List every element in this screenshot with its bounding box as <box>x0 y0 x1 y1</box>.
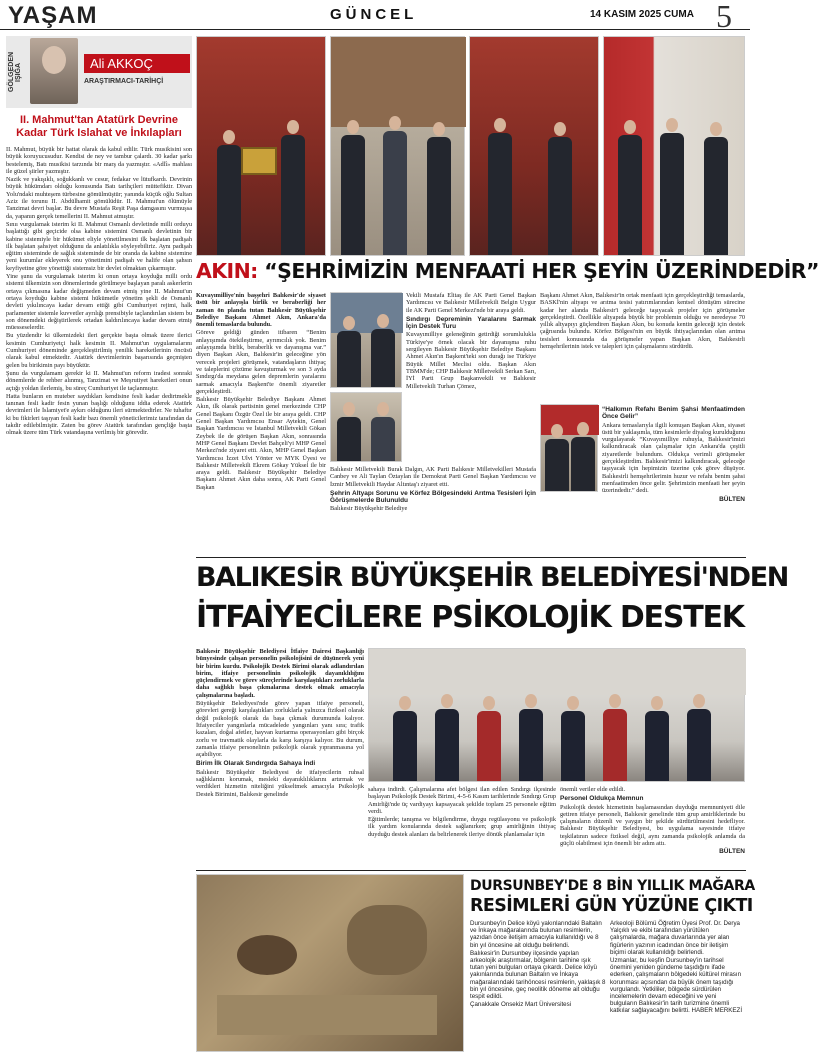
story2-paragraph: Psikolojik destek hizmetinin başlamasından duyduğu memnuniyeti dile getiren itfaiye personeli, Balıkesir genelinde tüm grup amirliklerinde bu çalışmaların düzenli ve yaygın bir şekilde sürdürülmesini hedefliyor. Balıkesir Büyükşehir Belediyesi, bu uygulama sayesinde itfaiye teşkilatının sadece fiziksel değil, aynı zamanda psikolojik anlamda da güçlü olabilmesi için önemli bir adım attı. <box>560 803 745 848</box>
column-paragraph: II. Mahmut, büyük bir hattat olarak da kabul edilir. Türk musikisini son büyük koruyucusudur. Kendisi de ney ve tambur çalardı. 30 kadar şarkı bestelemiş, Batı musikisi tarzında bir marş da yazmıştır. «Adlî» mahlası ile güzel şiirler yazmıştır. <box>6 146 192 175</box>
story2-paragraph: Balıkesir Büyükşehir Belediyesi de itfaiyecilerin ruhsal sağlıklarını korumak, mesleki dayanıklılıklarını artırmak ve verdikleri hizmetin niteliğini yükseltmek amacıyla Psikolojik Destek Birimini, Balıkesir genelinde <box>196 768 364 798</box>
story3-col1 <box>470 920 606 1052</box>
story1-paragraph: Balıkesir Milletvekili Burak Dalgın, AK Parti Balıkesir Milletvekilleri Mustafa Canbey ve Ali Taylan Öztaylan ile Demokrat Parti Genel Başkan Yardımcısı ve İzmir Milletvekili Haydar Altıntaş'ı ziyaret etti. <box>330 466 536 488</box>
story2-subhead-2: Personel Oldukça Memnun <box>560 795 644 803</box>
story2-headline-line2: İTFAİYECİLERE PSİKOLOJİK DESTEK <box>196 600 744 635</box>
story1-subhead-3: “Halkımın Refahı Benim Şahsi Menfaatimden Önce Gelir” <box>602 406 745 421</box>
photo-meeting-2 <box>330 36 465 256</box>
photo-story1-inline-3 <box>540 404 598 492</box>
story1-paragraph: Vekili Mustafa Elitaş ile AK Parti Genel Başkan Yardımcısı ve Balıkesir Milletvekili Belgin Uygur ile AK Parti Genel Merkezi'nde bir araya geldi. <box>406 292 536 314</box>
story2-col1 <box>196 648 364 848</box>
story2-subhead: Birim İlk Olarak Sındırgıda Sahaya İndi <box>196 760 316 768</box>
story3-paragraph: Dursunbey'in Delice köyü yakınlarındaki Baltalın ve İnkaya mağaralarında bulunan resimlerin, yazıdan önce iletişim amacıyla kullanıldığı ve 8 bin yıl öncesine ait olduğu belirlendi. <box>470 920 602 949</box>
story1-headline <box>196 259 819 283</box>
story3-headline-line1: DURSUNBEY'DE 8 BİN YILLIK MAĞARA <box>470 878 755 894</box>
story1-col2-lower <box>330 466 536 550</box>
newspaper-logo: YAŞAM <box>8 2 98 29</box>
column-paragraph: Bu yüzdendir ki ülkemizdeki ileri gerçekte başta olmak üzere ilerici kesimin Cumhuriyetçi halk kesimin II. Mahmut'un uygulamalarını Cumhuriyet döneminde gerçekleştirilmiş yenilik hareketlerinin öncüsü olarak kabul etmektedir. Atatürk devrimlerinin başarısında geçmişten gelen bu birikimin payı büyüktür. <box>6 332 192 369</box>
story2-lead: Balıkesir Büyükşehir Belediyesi İtfaiye Dairesi Başkanlığı bünyesinde çalışan personelin psikolojisini de düşünerek yeni bir birim kurdu. Psikolojik Destek Birimi olarak adlandırılan birim, itfaiye personelinin psikolojik dayanıklılığını güçlendirmek ve görev süreçlerinde karşılaştıkları zorluklarla daha sağlıklı başa çıkmalarına destek olmak amacıyla çalışmalarına başladı. <box>196 648 364 699</box>
column-body <box>6 146 192 437</box>
column-headline: II. Mahmut'tan Atatürk Devrine Kadar Türk Islahat ve İnkılapları <box>16 114 182 139</box>
author-photo <box>30 38 78 104</box>
divider <box>196 870 746 871</box>
story1-paragraph: Kuvayımilliye geleneğinin getirdiği sorumlulukla Türkiye'ye örnek olacak bir dayanışma ruhu sergileyen Balıkesir Büyükşehir Belediye Başkanı Ahmet Akın'ın Başkent'teki son durağı ise Türkiye Büyük Millet Meclisi oldu. Başkan Akın TBMM'de; CHP Balıkesir Milletvekili Serkan Sarı, İYİ Parti Grup Başkanvekili ve Balıkesir Milletvekili Turhan Çömez, <box>406 331 536 390</box>
column-paragraph: Hatta bunların en muteber saydıkları kendisine fesli kadar dedirtmekle tanınan fesli kadir fesin yunan başlığı olduğunu iddia ederek Atatürk devrimleri ile İslamiyet'e aykırı olduğunu ileri sürmektedirler. Ne tuhaftır ki bu fikirleri taşıyan fesli kadir bazı önemli yöneticilerimiz tarafından da takdir edilebilmiştir. Zaten bu görev Atatürk tarafından gençliğe başta olmak üzere tüm Türk vatandaşına verilmiş bir görevdir. <box>6 392 192 437</box>
story3-col2 <box>610 920 745 1052</box>
photo-meeting-3 <box>469 36 599 256</box>
story3-paragraph: Arkeoloji Bölümü Öğretim Üyesi Prof. Dr. Derya Yalçıklı ve ekibi tarafından yürütülen çalışmalarda, mağara duvarlarında yer alan figürlerin yazının icadından önce bir iletişim biçimi olarak kullanıldığı belirlendi. <box>610 920 740 956</box>
story1-byline: BÜLTEN <box>719 495 745 503</box>
section-name: GÜNCEL <box>330 6 418 23</box>
story3-paragraph: Çanakkale Onsekiz Mart Üniversitesi <box>470 1001 572 1009</box>
photo-story1-inline-1 <box>330 292 402 388</box>
photo-meeting-4 <box>603 36 745 256</box>
story1-headline-quote: “ŞEHRİMİZİN MENFAATİ HER ŞEYİN ÜZERİNDEDİR” <box>264 259 819 283</box>
column-tag: GÖLGEDEN IŞIĞA <box>8 51 22 93</box>
column-paragraph: Şunu da vurgulamam gerekir ki II. Mahmut'un reform iradesi sonraki dönemlerde de rehber alınmış, Tanzimat ve Meşrutiyet hareketleri onun açtığı yoldan ilerlemiş, bu süreç Cumhuriyet ile taçlanmıştır. <box>6 369 192 392</box>
story2-paragraph: Büyükşehir Belediyesi'nde görev yapan itfaiye personeli, görevleri gereği karşılaştıkları zorluklarla yalnızca fiziksel olarak değil psikolojik olarak da başa çıkmak durumunda kalıyor. İtfaiyeciler yangınlarla mücadelede yangınları yanı sıra; trafik kazaları, doğal afetler, hayvan kurtarma operasyonları gibi birçok zorlu ve travmatik olaylarla da karşı karşıya kalıyor. Bu durum, zamanla itfaiye personelinin psikolojik olarak yıpranmasına yol açabiliyor. <box>196 700 364 759</box>
story3-headline-line2: RESİMLERİ GÜN YÜZÜNE ÇIKTI <box>470 896 753 916</box>
issue-date: 14 KASIM 2025 CUMA <box>590 9 694 20</box>
photo-story1-inline-2 <box>330 392 402 462</box>
story2-paragraph: sahaya indirdi. Çalışmalarına afet bölgesi ilan edilen Sındırgı ilçesinde başlayan Psikolojik Destek Birimi, 4-5-6 Kasım tarihlerinde Sındırgı Grup Amirliği'nde üç vardiyayı kapsayacak şekilde toplam 25 personele eğitim verdi. <box>368 786 556 815</box>
divider <box>196 557 746 558</box>
column-paragraph: Sınıı vurgulamak isterim ki II. Mahmut Osmanlı devletinde milli orduyu başlattığı gibi geçicide olsa kabine sistemini Osmanlı devletinin bir kabine sistemiyle bir hükümet eliyle yönetilmesini ilk başlatan padişah ilk başlatan şahsiyet olduğunu da anlatılıkla söyleyebiliriz. Aynı padişah eğitim sisteminde de sağlık sisteminde de bir oranda da kabine sistemine yeni kurumlar ekleyerek onu yönetimini padişah ve halife olan şahsın keyfiyetine göre yönettiği sistemsiz bir devlet olmaktan çıkarmıştır. <box>6 220 192 272</box>
story2-byline: BÜLTEN <box>719 848 745 856</box>
story2-paragraph: Eğitimlerde; tanışma ve bilgilendirme, duygu regülasyonu ve psikolojik ilk yardım konularında destek sağlanırken; grup amirliğinin ihtiyaç duyduğu destek alanları da belirlenerek ileriye dönük planlamalar için <box>368 816 556 838</box>
story2-col3 <box>560 786 745 866</box>
story1-subhead-2: Şehrin Altyapı Sorunu ve Körfez Bölgesindeki Arıtma Tesisleri İçin Görüşmelerde Bulunuldu <box>330 489 536 505</box>
story1-paragraph: Balıkesir Büyükşehir Belediye <box>330 505 408 513</box>
column-paragraph: Nazik ve yakışıklı, soğukkanlı ve cesur, fedakar ve lütufkardı. Devrinin büyük hükümdarı olduğu konusunda Batı tarihçileri müttefiktir. Divan Yolu'ndaki muhteşem türbesine gömülmüştür; yanında küçük oğlu Sultan Aziz ile torunu II. Abdülhamit gömülüdür. II. Mahmut'un ölümüyle Tanzimat devri başlar. Bu devre Mustafa Reşit Paşa damgasını vurmuşsa da, yapanın gerçek temellerini II. Mahmut atmıştır. <box>6 176 192 220</box>
opinion-column <box>6 36 192 1051</box>
story1-lead: Kuvayımilliye'nin başşehri Balıkesir'de siyaset üstü bir anlayışla birlik ve beraberliği her zaman ön planda tutan Balıkesir Büyükşehir Belediye Başkanı Ahmet Akın, Ankara'da önemli temaslarda bulundu. <box>196 292 326 329</box>
story1-col3-lower <box>602 404 745 554</box>
story2-paragraph: önemli veriler elde edildi. <box>560 786 626 793</box>
story1-paragraph: Ankara temaslarıyla ilgili konuşan Başkan Akın, siyaset üstü bir yaklaşımla, tüm kesimlerle diyalog kurulduğunu vurgulayarak “Kuvayımilliye ruhuyla, Balıkesir'imizi kalkındıracak olan çalışmalar için Ankara'da çeşitli ziyaretlerde bulundum. Oldukça verimli görüşmeler gerçekleştirdim. Balıkesir'imizi kalkındıracak, geleceğe taşıyacak için hepimizin üzerine çok görev düşüyor. Balıkesirli hemşehrilerimin huzur ve refahı benim şahsi menfaatimden önce gelir. Şehrimizin menfaati her şeyin üzerindedir.” dedi. <box>602 421 745 495</box>
photo-cave <box>196 874 464 1052</box>
photo-meeting-1 <box>196 36 326 256</box>
story1-headline-name: AKIN: <box>196 259 265 283</box>
column-paragraph: Yine şunu da vurgulamak isterim ki onun ortaya koyduğu milli ordu sistemi ülkemizin son dönemlerinde görülmeye başlayan paralı askerlerin ortaya çıkmasına kadar değişmeden devam etmiş yine II. Mahmut'un ortaya koyduğu kabine sistemi hükümetle yönetim şekli de Osmanlı devleti yıkılıncaya kadar devam ettiği gibi Cumhuriyet rejimi, halk parlamenter sistemle kuvvetler ayrılığı prensibiyle taçlandırılan sistem bu son dönemdeki değiştirilerek ortadan kaldırılıncaya kadar devam etmiş müesseselerdir. <box>6 273 192 332</box>
story3-paragraph: Uzmanlar, bu keşfin Dursunbey'in tarihsel önemini yeniden gündeme taşıdığını ifade ederken, çalışmaların bölgedeki kültürel mirasın korunması açısından da büyük önem taşıdığı vurgulandı. Yetkililer, bölgede sürdürülen incelemelerin devam edeceğini ve yeni bulguların Balıkesir'in tarih turizmine önemli katkılar sağlayacağını belirtti. HABER MERKEZİ <box>610 957 743 1015</box>
story1-col1 <box>196 292 326 544</box>
story1-paragraph: Göreve geldiği günden itibaren “Benim anlayışımda ötekileştirme, ayrımcılık yok. Benim anlayışımda birlik, beraberlik ve dayanışma var.” diyen Başkan Akın, Balıkesir'in geleceğine yön verecek projeleri görüşmek, vatandaşların ihtiyaç ve taleplerini çözüme kavuşturmak ve son 3 ayda Sındırgı'da meydana gelen depremlerin yaralarını sarmak amacıyla Başkent'te önemli ziyaretler gerçekleştirdi. <box>196 329 326 395</box>
author-name: Ali AKKOÇ <box>84 54 190 73</box>
page-number: 5 <box>716 0 732 34</box>
story2-headline-line1: BALIKESİR BÜYÜKŞEHİR BELEDİYESİ'NDEN <box>196 562 788 593</box>
story1-subhead: Sındırgı Depreminin Yaralarını Sarmak İçin Destek Turu <box>406 315 536 331</box>
photo-firefighters <box>368 648 745 782</box>
author-title: ARAŞTIRMACI-TARİHÇİ <box>84 78 164 85</box>
story1-col2 <box>406 292 536 458</box>
story1-paragraph: Balıkesir Büyükşehir Belediye Başkanı Ahmet Akın, ilk olarak partisinin genel merkezinde CHP Genel Başkanı Özgür Özel ile bir araya geldi. CHP Genel Başkan Yardımcısı Ensar Aytekin, Genel Başkan Yardımcısı ve İstanbul Milletvekili Gökan Zeybek ile de görüşen Başkan Akın, sonrasında MHP Genel Başkanı Devlet Bahçeli'yi MHP Genel Merkezi'nde ziyaret etti. Akın, MHP Genel Başkan Yardımcısı İzzet Ulvi Yönter ve MYK Üyesi ve Balıkesir Milletvekili Ekrem Gökay Yüksel ile bir araya geldi. Balıkesir Büyükşehir Belediye Başkanı Ahmet Akın daha sonra, AK Parti Genel Başkan <box>196 396 326 491</box>
author-box <box>6 36 192 108</box>
masthead <box>0 0 750 34</box>
story2-col2 <box>368 786 556 866</box>
story1-paragraph: Başkanı Ahmet Akın, Balıkesir'in ortak menfaati için gerçekleştirdiği temaslarda, BASKİ'nin altyapı ve arıtma tesisi yatırımlarından kentsel dönüşüm sürecine kadar her alanda Balıkesir'i geleceğe taşıyacak projeler için görüşmeler gerçekleştirdi. Özellikle altyapıda büyük bir problemin olduğu ve neredeyse 70 yıllık altyapıyı güçlendiren Başkan Akın, bu konuda kentin geleceği için destek çağrısında bulundu. Körfez Bölgesi'nin en büyük ihtiyaçlarından olan arıtma tesisleri konusunda da görüşmeler yapan Başkan Akın, Balıkesirli hemşehrilerinin istek ve talepleri için çalışmalarını sürdürdü. <box>540 292 745 351</box>
story3-paragraph: Balıkesir'in Dursunbey ilçesinde yapılan arkeolojik araştırmalar, bölgenin tarihine ışık tutan yeni bulguları ortaya çıkardı. Delice köyü yakınlarında bulunan Baltalın ve İnkaya mağaralarındaki tarihöncesi resimlerin, yaklaşık 8 bin yıl öncesine, geç neolitik döneme ait olduğu tespit edildi. <box>470 949 606 1001</box>
story1-col3 <box>540 292 745 404</box>
